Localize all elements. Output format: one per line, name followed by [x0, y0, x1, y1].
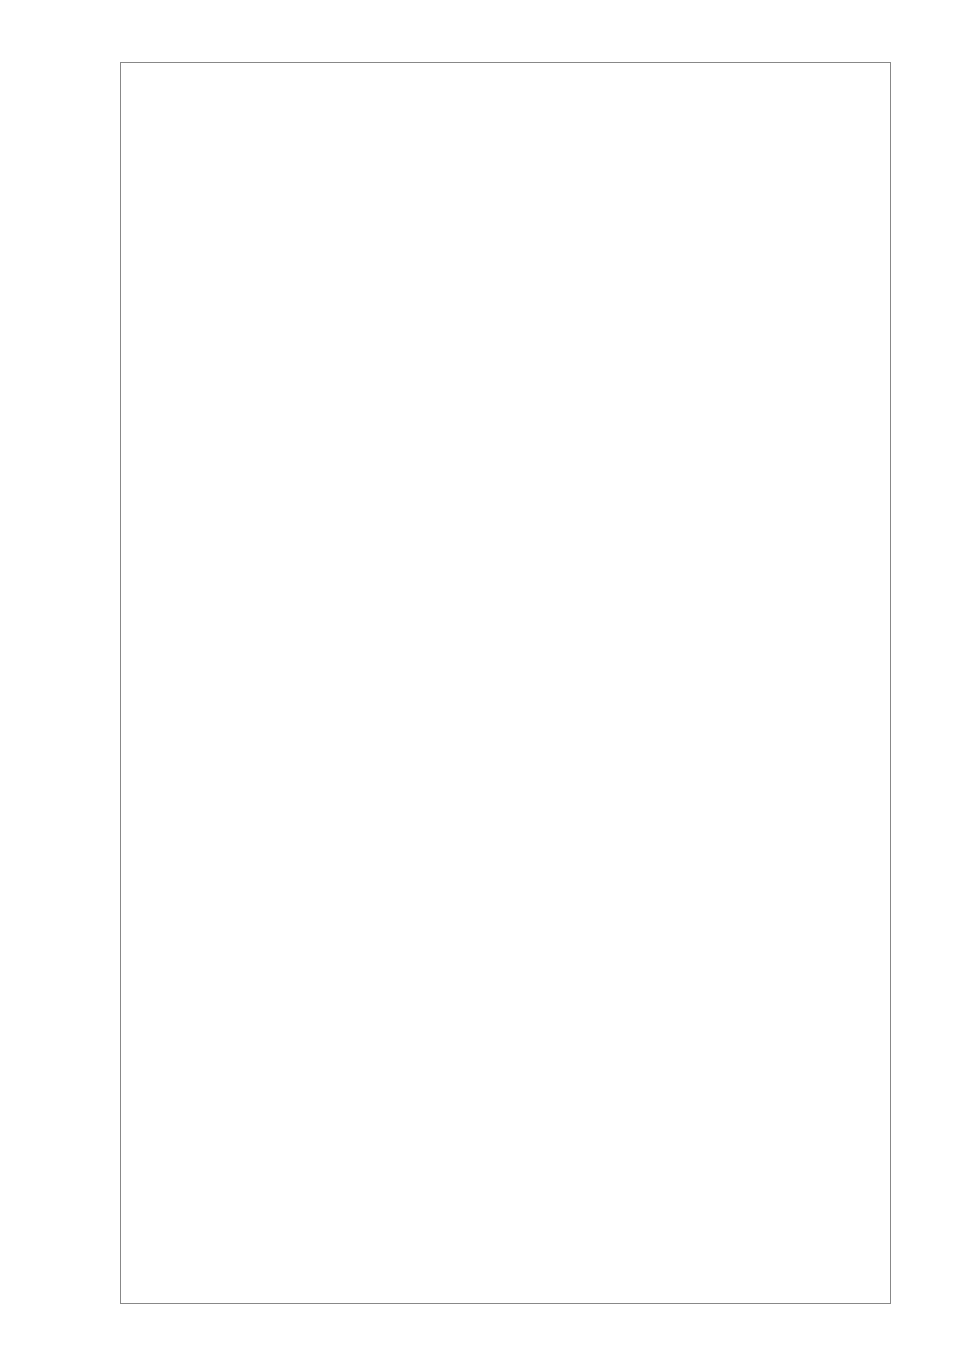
page-border [120, 62, 891, 1304]
